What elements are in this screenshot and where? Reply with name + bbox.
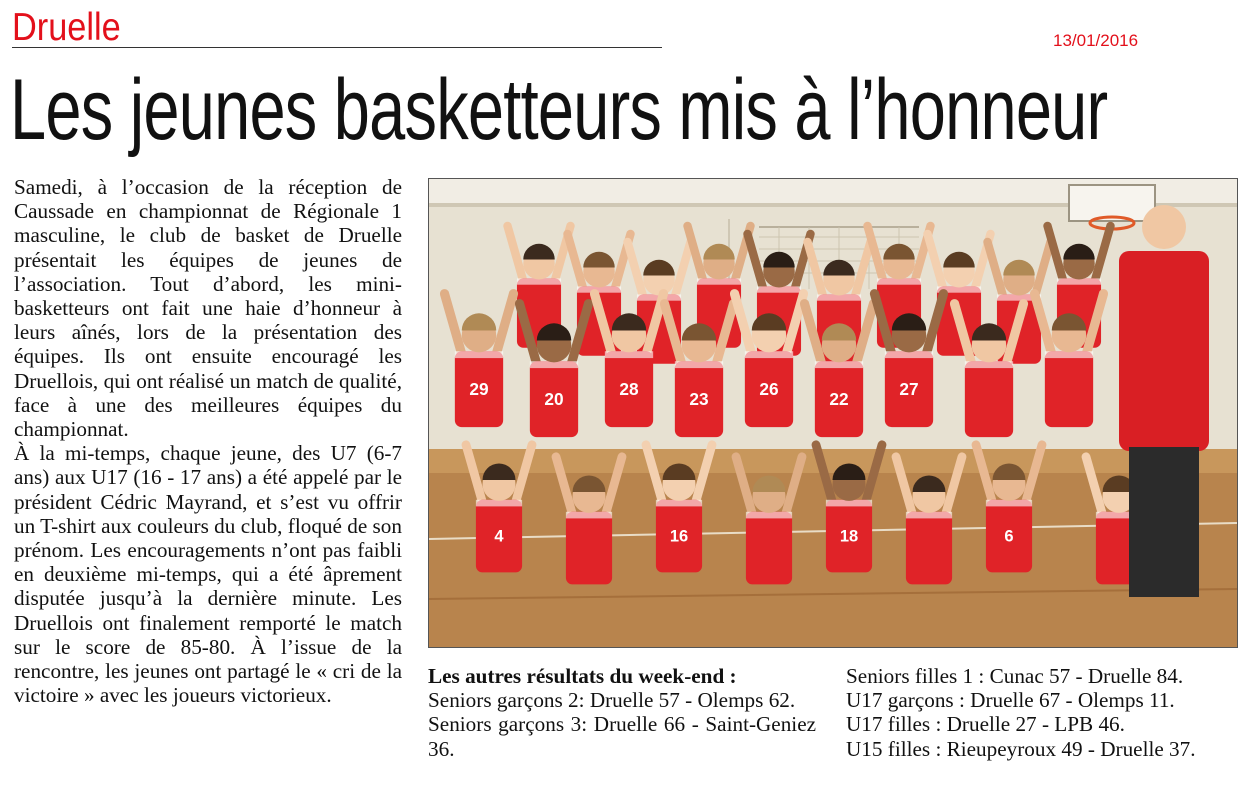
result-line: U17 garçons : Druelle 67 - Olemps 11. bbox=[846, 688, 1175, 713]
article-body bbox=[14, 175, 402, 707]
results-column-left bbox=[428, 664, 816, 761]
result-line: U17 filles : Druelle 27 - LPB 46. bbox=[846, 712, 1125, 737]
jersey-number: 27 bbox=[899, 378, 919, 399]
article-paragraph: Samedi, à l’occasion de la réception de Caussade en championnat de Régionale 1 masculine, le club de basket de Druelle présentait les équipes de jeunes de l’association. Tout d’abord, les mini-basketteurs ont fait une haie d’honneur à leurs aînés, lors de la présentation des équipes. Ils ont ensuite encouragé les Druellois, qui ont réalisé un match de qualité, face à une des meilleures équipes du championnat. bbox=[14, 175, 402, 442]
jersey-number: 22 bbox=[829, 388, 849, 409]
jersey-number: 29 bbox=[469, 378, 489, 399]
result-line: Seniors filles 1 : Cunac 57 - Druelle 84. bbox=[846, 664, 1184, 688]
headline: Les jeunes basketteurs mis à l’honneur bbox=[10, 62, 1108, 158]
jersey-number: 20 bbox=[544, 388, 564, 409]
jersey-number: 4 bbox=[494, 527, 504, 546]
section-name: Druelle bbox=[12, 6, 121, 49]
jersey-number: 18 bbox=[839, 527, 859, 546]
article-paragraph: À la mi-temps, chaque jeune, des U7 (6-7 ans) aux U17 (16 - 17 ans) a été appelé par le président Cédric Mayrand, et s’est vu offrir un T-shirt aux couleurs du club, floqué de son prénom. Les encouragements n’ont pas faibli en deuxième mi-temps, qui a été âprement disputée jusqu’à la dernière minute. Les Druellois ont finalement remporté le match sur le score de 85-80. À l’issue de la rencontre, les jeunes ont partagé le « cri de la victoire » avec les joueurs victorieux. bbox=[14, 441, 402, 708]
results-heading: Les autres résultats du week-end : bbox=[428, 664, 737, 688]
jersey-number: 26 bbox=[759, 378, 779, 399]
team-photo-illustration bbox=[429, 179, 1237, 647]
result-line: U15 filles : Rieupeyroux 49 - Druelle 37. bbox=[846, 736, 1196, 761]
section-rule bbox=[12, 47, 662, 48]
result-line: Seniors garçons 3: Druelle 66 - Saint-Geniez 36. bbox=[428, 712, 816, 761]
jersey-number: 6 bbox=[1004, 527, 1014, 546]
jersey-number: 16 bbox=[669, 527, 689, 546]
team-photo bbox=[428, 178, 1238, 648]
result-line: Seniors garçons 2: Druelle 57 - Olemps 62. bbox=[428, 688, 796, 713]
results-column-right bbox=[846, 664, 1236, 761]
publication-date: 13/01/2016 bbox=[1053, 31, 1139, 50]
jersey-number: 23 bbox=[689, 388, 709, 409]
jersey-number: 28 bbox=[619, 378, 639, 399]
